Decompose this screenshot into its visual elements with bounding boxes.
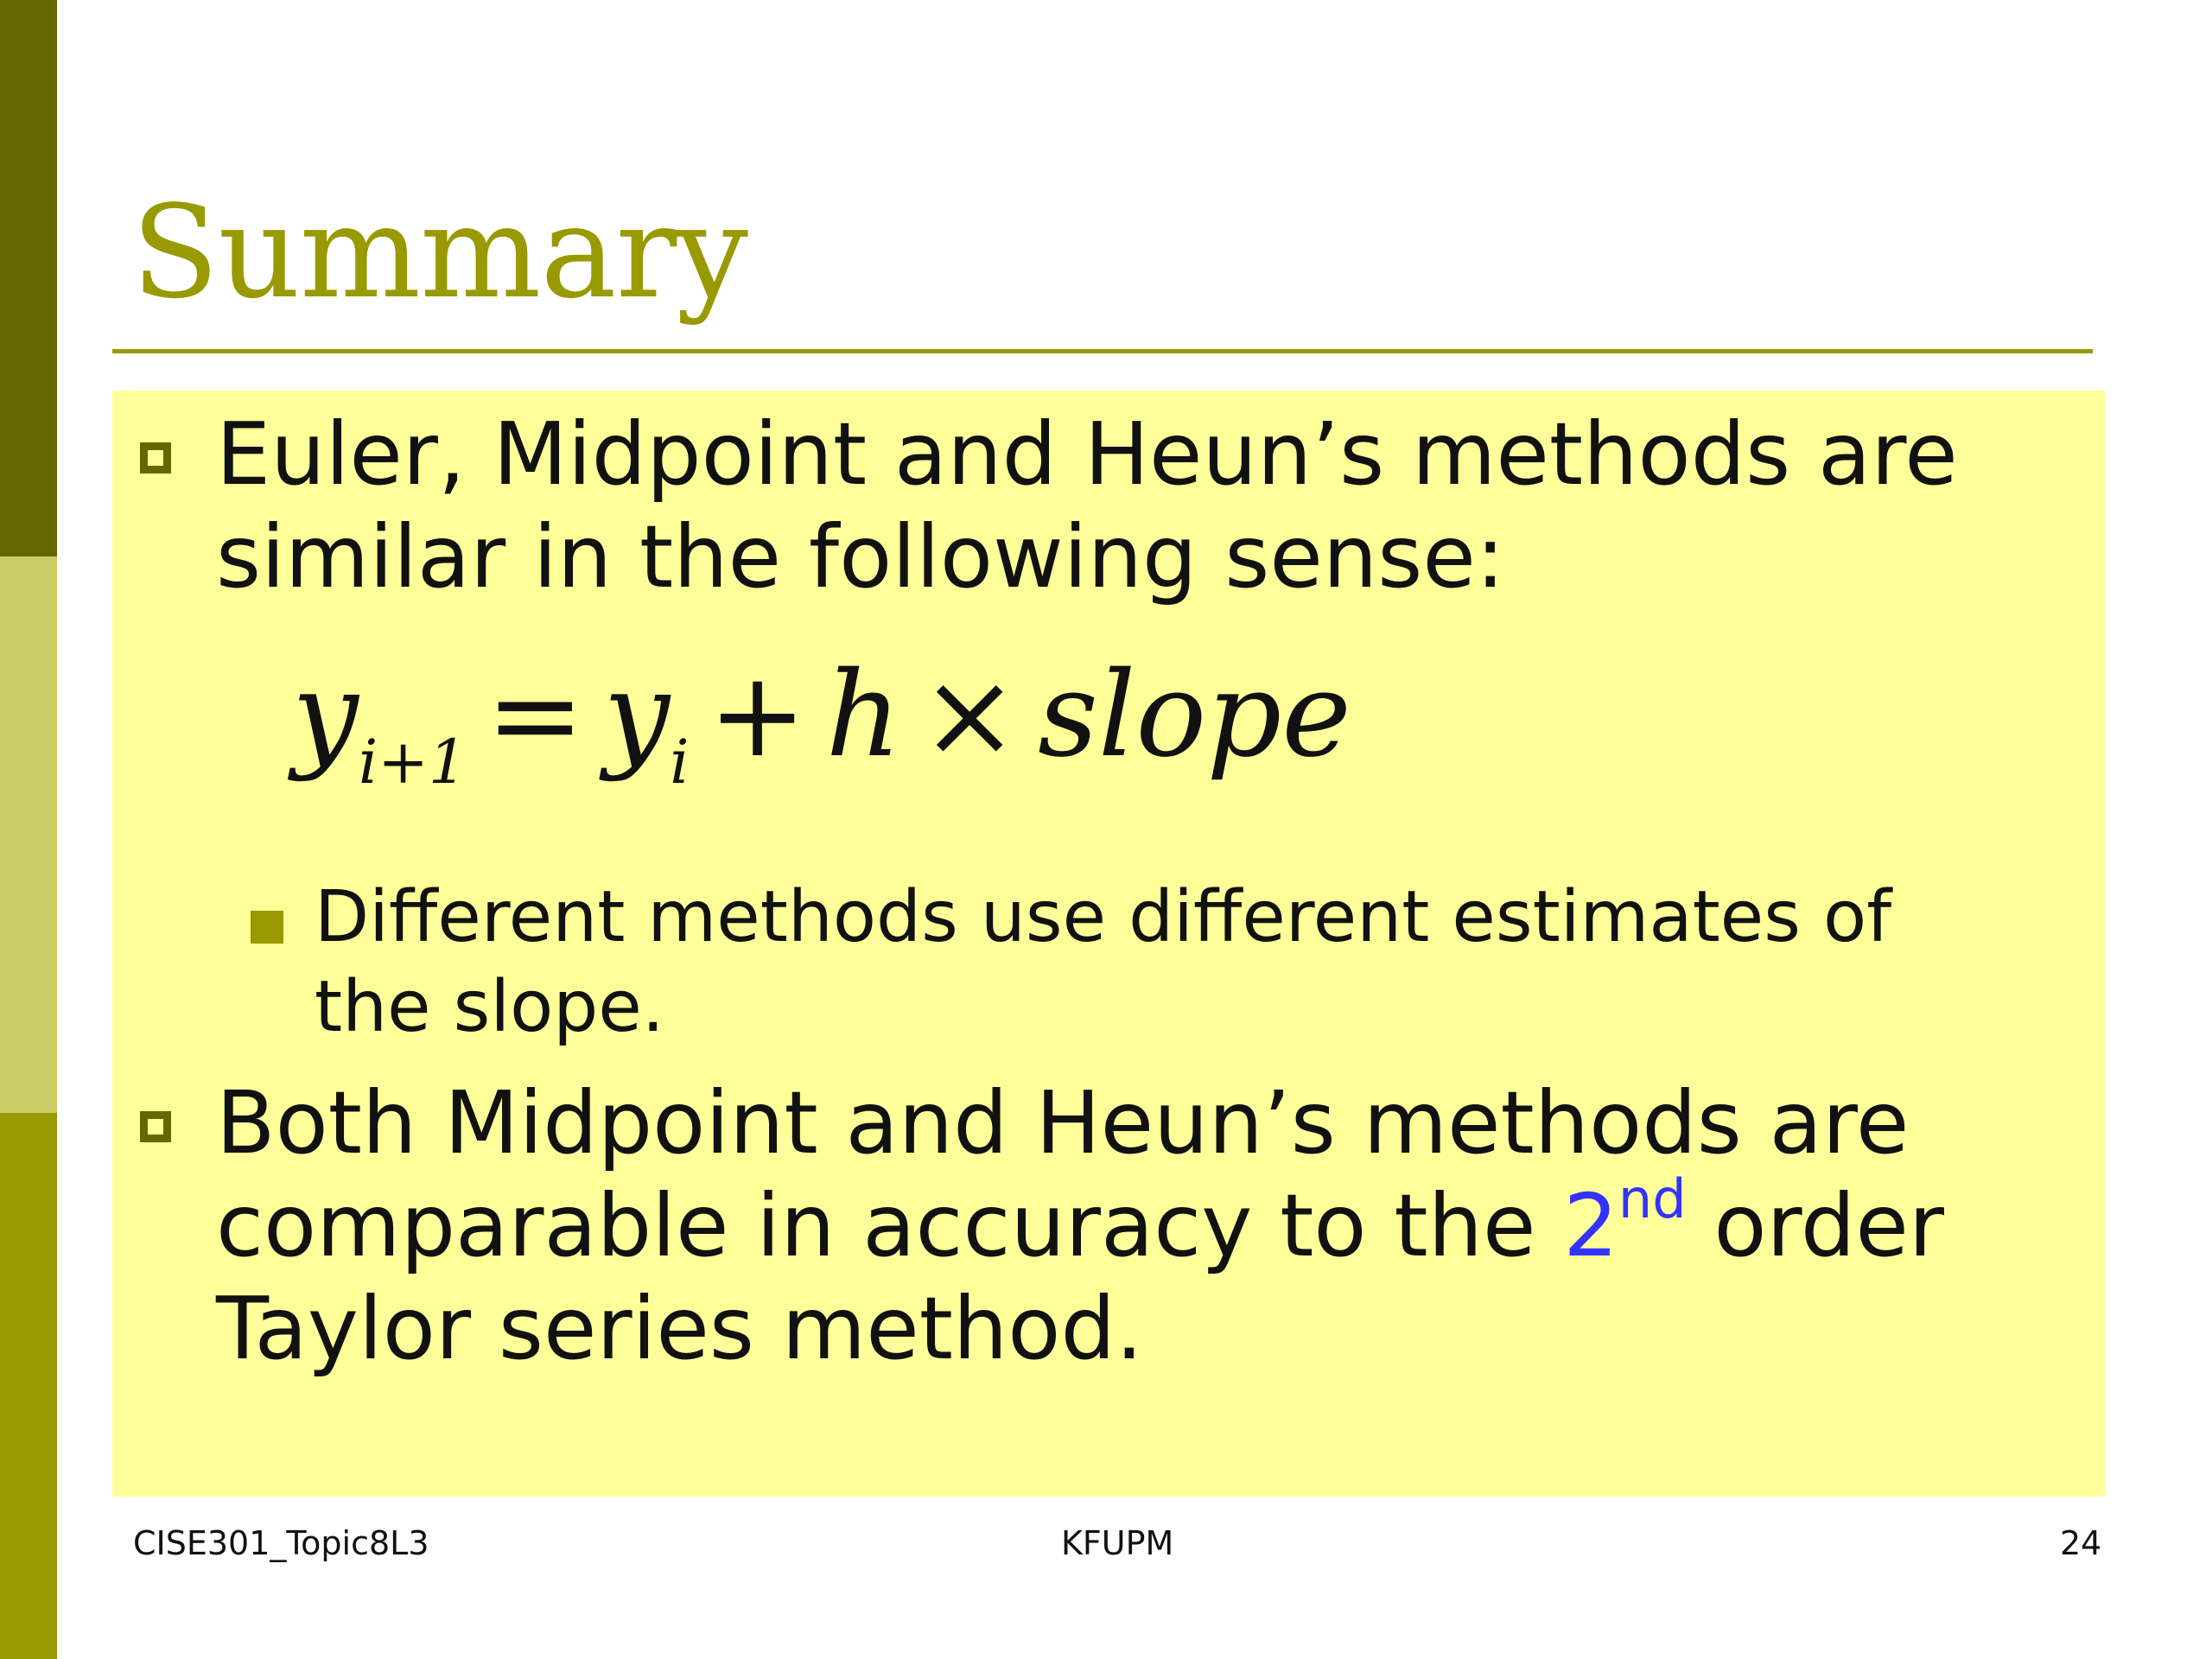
bullet2-line2-suffix: order (1686, 1175, 1944, 1276)
equation-lhs-var: y (292, 647, 359, 784)
order-suffix: nd (1618, 1167, 1687, 1230)
slide-title: Summary (131, 178, 747, 327)
sub-bullet-line2: the slope. (315, 966, 664, 1048)
equation-lhs-sub: i+1 (358, 727, 467, 798)
equation-h: h (825, 647, 902, 784)
bullet2-line3: Taylor series method. (216, 1278, 1143, 1379)
equation (292, 647, 1351, 798)
bullet1-line1: Euler, Midpoint and Heun’s methods are (216, 404, 1958, 505)
title-divider (112, 349, 2093, 353)
equation-rhs-sub: i (670, 727, 690, 798)
bullet2-line1: Both Midpoint and Heun’s methods are (216, 1072, 1910, 1173)
left-stripe-dark (0, 0, 57, 556)
square-bullet-icon (140, 442, 171, 474)
equation-plus: + (708, 647, 807, 784)
bullet2-line2-prefix: comparable in accuracy to the (216, 1175, 1564, 1276)
left-stripe-light (0, 556, 57, 1113)
left-stripe-olive (0, 1113, 57, 1659)
order-number: 2 (1563, 1175, 1618, 1276)
equation-rhs-var: y (603, 647, 671, 784)
footer-course-code: CISE301_Topic8L3 (133, 1524, 429, 1562)
equation-times: × (920, 647, 1020, 784)
bullet2-line2 (216, 1167, 1944, 1278)
footer-institution: KFUPM (1061, 1524, 1174, 1562)
filled-square-bullet-icon (251, 911, 283, 944)
sub-bullet-line1: Different methods use different estimates of (315, 876, 1892, 958)
equation-slope: slope (1038, 647, 1351, 784)
footer-page-number: 24 (2060, 1524, 2102, 1562)
square-bullet-icon (140, 1111, 171, 1142)
bullet1-line2: similar in the following sense: (216, 506, 1505, 607)
equation-equals: = (486, 647, 585, 784)
